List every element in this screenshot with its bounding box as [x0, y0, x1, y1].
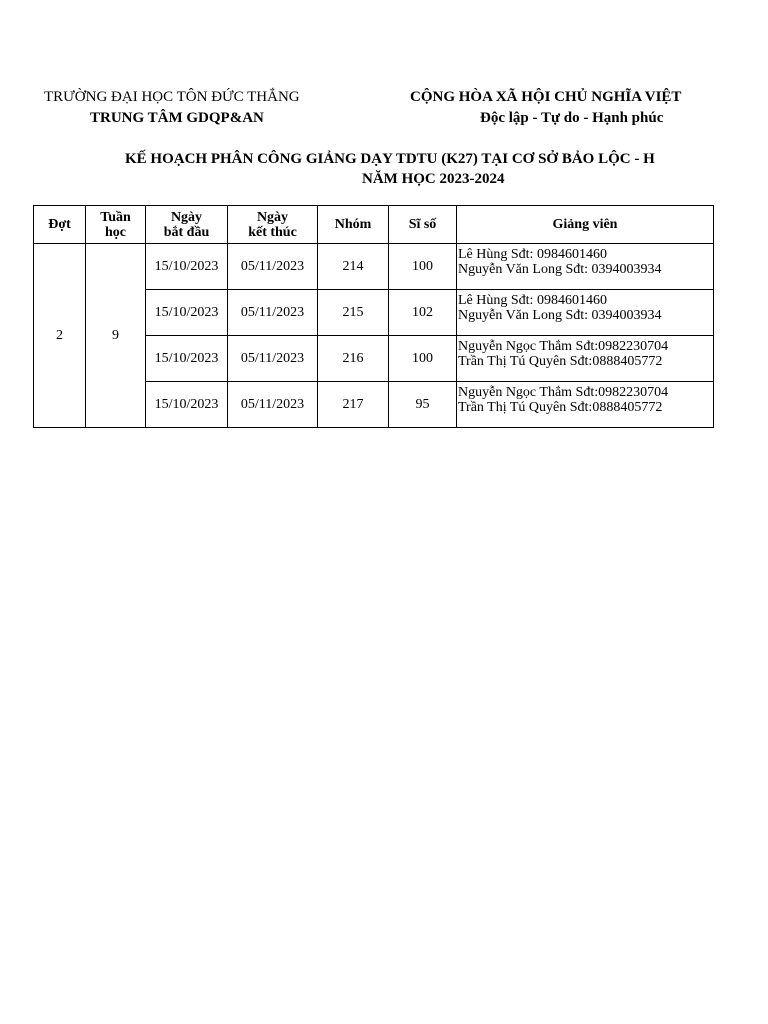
school-name: TRƯỜNG ĐẠI HỌC TÔN ĐỨC THẮNG — [44, 89, 300, 105]
header-start-date — [146, 206, 228, 244]
lecturer-1: Lê Hùng Sđt: 0984601460 — [458, 293, 607, 308]
national-motto: Độc lập - Tự do - Hạnh phúc — [480, 110, 664, 126]
teaching-schedule-table — [33, 205, 714, 428]
cell-giang-vien — [457, 336, 714, 382]
cell-start-date: 15/10/2023 — [146, 290, 228, 336]
cell-tuan: 9 — [86, 244, 146, 428]
cell-end-date: 05/11/2023 — [228, 244, 318, 290]
cell-si-so: 100 — [389, 336, 457, 382]
header-tuan-hoc — [86, 206, 146, 244]
cell-si-so: 95 — [389, 382, 457, 428]
header-tuan-line1: Tuần — [100, 209, 131, 225]
header-start-line1: Ngày — [170, 209, 203, 225]
center-name: TRUNG TÂM GDQP&AN — [90, 110, 264, 126]
cell-nhom: 215 — [318, 290, 389, 336]
header-end-line2: kết thúc — [248, 224, 297, 240]
table-header-row — [34, 206, 714, 244]
cell-nhom: 217 — [318, 382, 389, 428]
cell-si-so: 100 — [389, 244, 457, 290]
cell-end-date: 05/11/2023 — [228, 290, 318, 336]
header-si-so: Sĩ số — [389, 206, 457, 244]
lecturer-2: Nguyễn Văn Long Sđt: 0394003934 — [458, 308, 662, 323]
header-start-line2: bắt đầu — [163, 224, 210, 240]
academic-year: NĂM HỌC 2023-2024 — [362, 171, 505, 187]
cell-nhom: 214 — [318, 244, 389, 290]
cell-end-date: 05/11/2023 — [228, 382, 318, 428]
header-giang-vien: Giảng viên — [457, 206, 714, 244]
header-tuan-line2: học — [105, 224, 126, 240]
header-end-date — [228, 206, 318, 244]
header-nhom: Nhóm — [318, 206, 389, 244]
lecturer-2: Nguyễn Văn Long Sđt: 0394003934 — [458, 262, 662, 277]
cell-giang-vien — [457, 290, 714, 336]
header-dot: Đợt — [34, 206, 86, 244]
lecturer-1: Lê Hùng Sđt: 0984601460 — [458, 247, 607, 262]
cell-start-date: 15/10/2023 — [146, 244, 228, 290]
cell-nhom: 216 — [318, 336, 389, 382]
table-row — [34, 244, 714, 290]
cell-end-date: 05/11/2023 — [228, 336, 318, 382]
lecturer-2: Trần Thị Tú Quyên Sđt:0888405772 — [458, 400, 663, 415]
lecturer-1: Nguyễn Ngọc Thắm Sđt:0982230704 — [458, 339, 669, 354]
cell-giang-vien — [457, 244, 714, 290]
cell-start-date: 15/10/2023 — [146, 336, 228, 382]
cell-start-date: 15/10/2023 — [146, 382, 228, 428]
cell-si-so: 102 — [389, 290, 457, 336]
republic-name: CỘNG HÒA XÃ HỘI CHỦ NGHĨA VIỆT — [410, 89, 682, 105]
cell-dot: 2 — [34, 244, 86, 428]
lecturer-2: Trần Thị Tú Quyên Sđt:0888405772 — [458, 354, 663, 369]
header-end-line1: Ngày — [256, 209, 289, 225]
cell-giang-vien — [457, 382, 714, 428]
document-title: KẾ HOẠCH PHÂN CÔNG GIẢNG DẠY TDTU (K27) TẠI CƠ SỞ BẢO LỘC - H — [125, 151, 655, 167]
lecturer-1: Nguyễn Ngọc Thắm Sđt:0982230704 — [458, 385, 669, 400]
